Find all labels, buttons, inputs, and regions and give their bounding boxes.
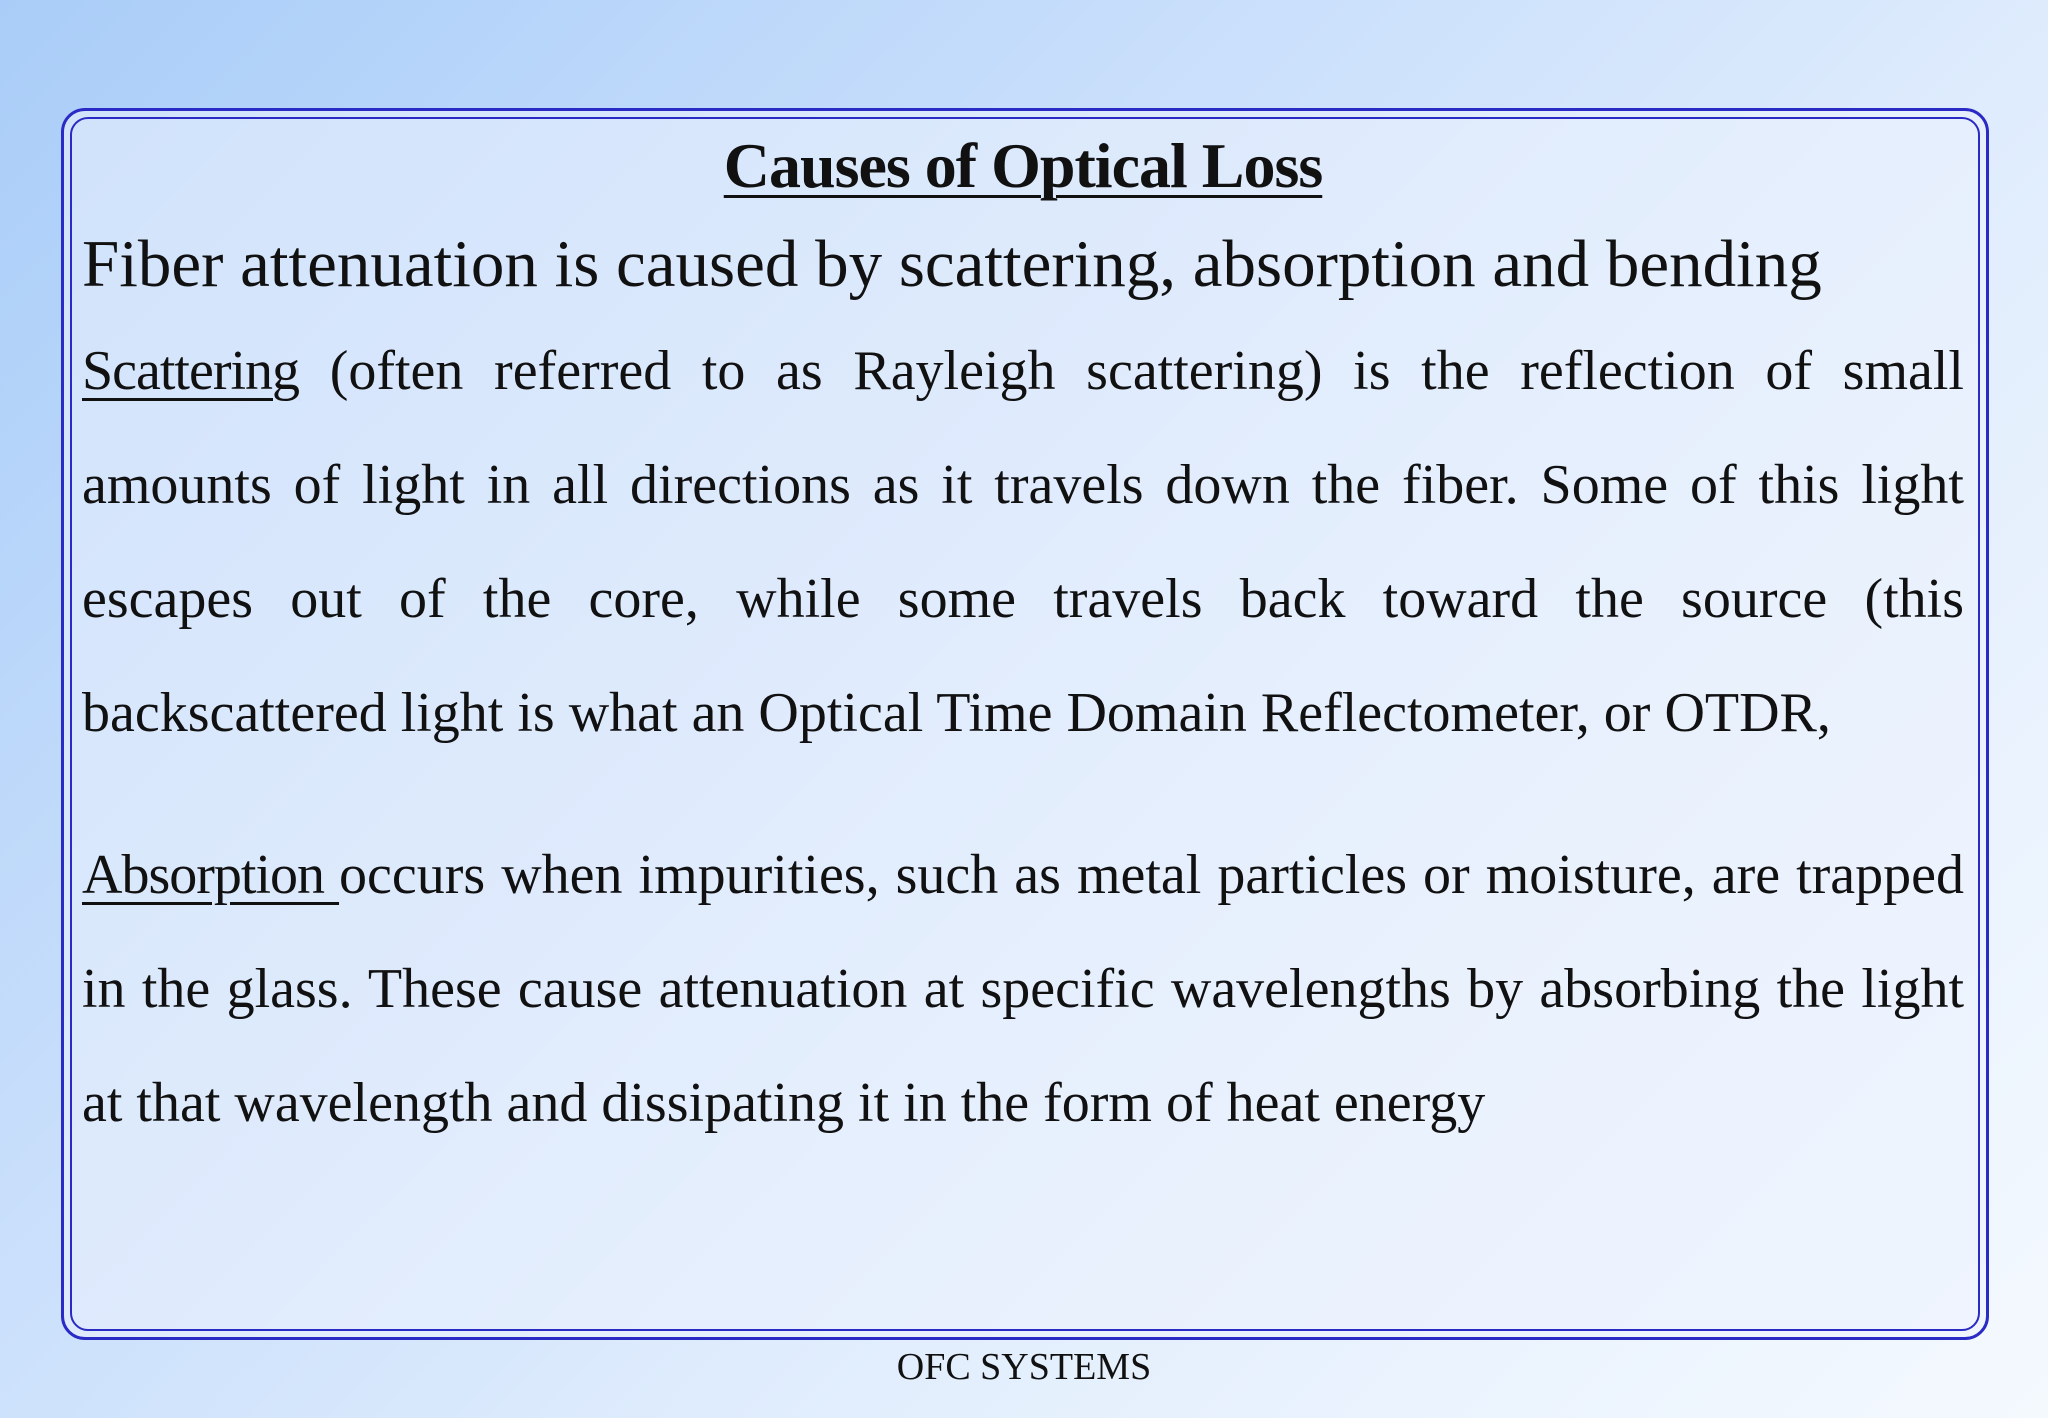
slide-title-text: Causes of Optical Loss	[723, 130, 1323, 201]
scattering-paragraph	[82, 314, 1964, 770]
absorption-paragraph	[82, 818, 1964, 1160]
scattering-term: Scattering	[82, 340, 300, 402]
scattering-description: (often referred to as Rayleigh scattering) is the reflection of small amounts of light in all directions as it travels down the fiber. Some of this light escapes out of the core, while some travels back toward the source (this backscattered light is what an Optical Time Domain Reflectometer, or OTDR,	[82, 340, 1964, 744]
slide-title	[82, 118, 1964, 214]
intro-text: Fiber attenuation is caused by scattering, absorption and bending	[82, 227, 1822, 301]
absorption-description: occurs when impurities, such as metal particles or moisture, are trapped in the glass. These cause attenuation at specific wavelengths by absorbing the light at that wavelength and dissipating it in the form of heat energy	[82, 844, 1965, 1134]
absorption-term: Absorption	[82, 844, 340, 906]
slide-content	[82, 118, 1964, 1160]
slide-footer: OFC SYSTEMS	[896, 1346, 1152, 1388]
